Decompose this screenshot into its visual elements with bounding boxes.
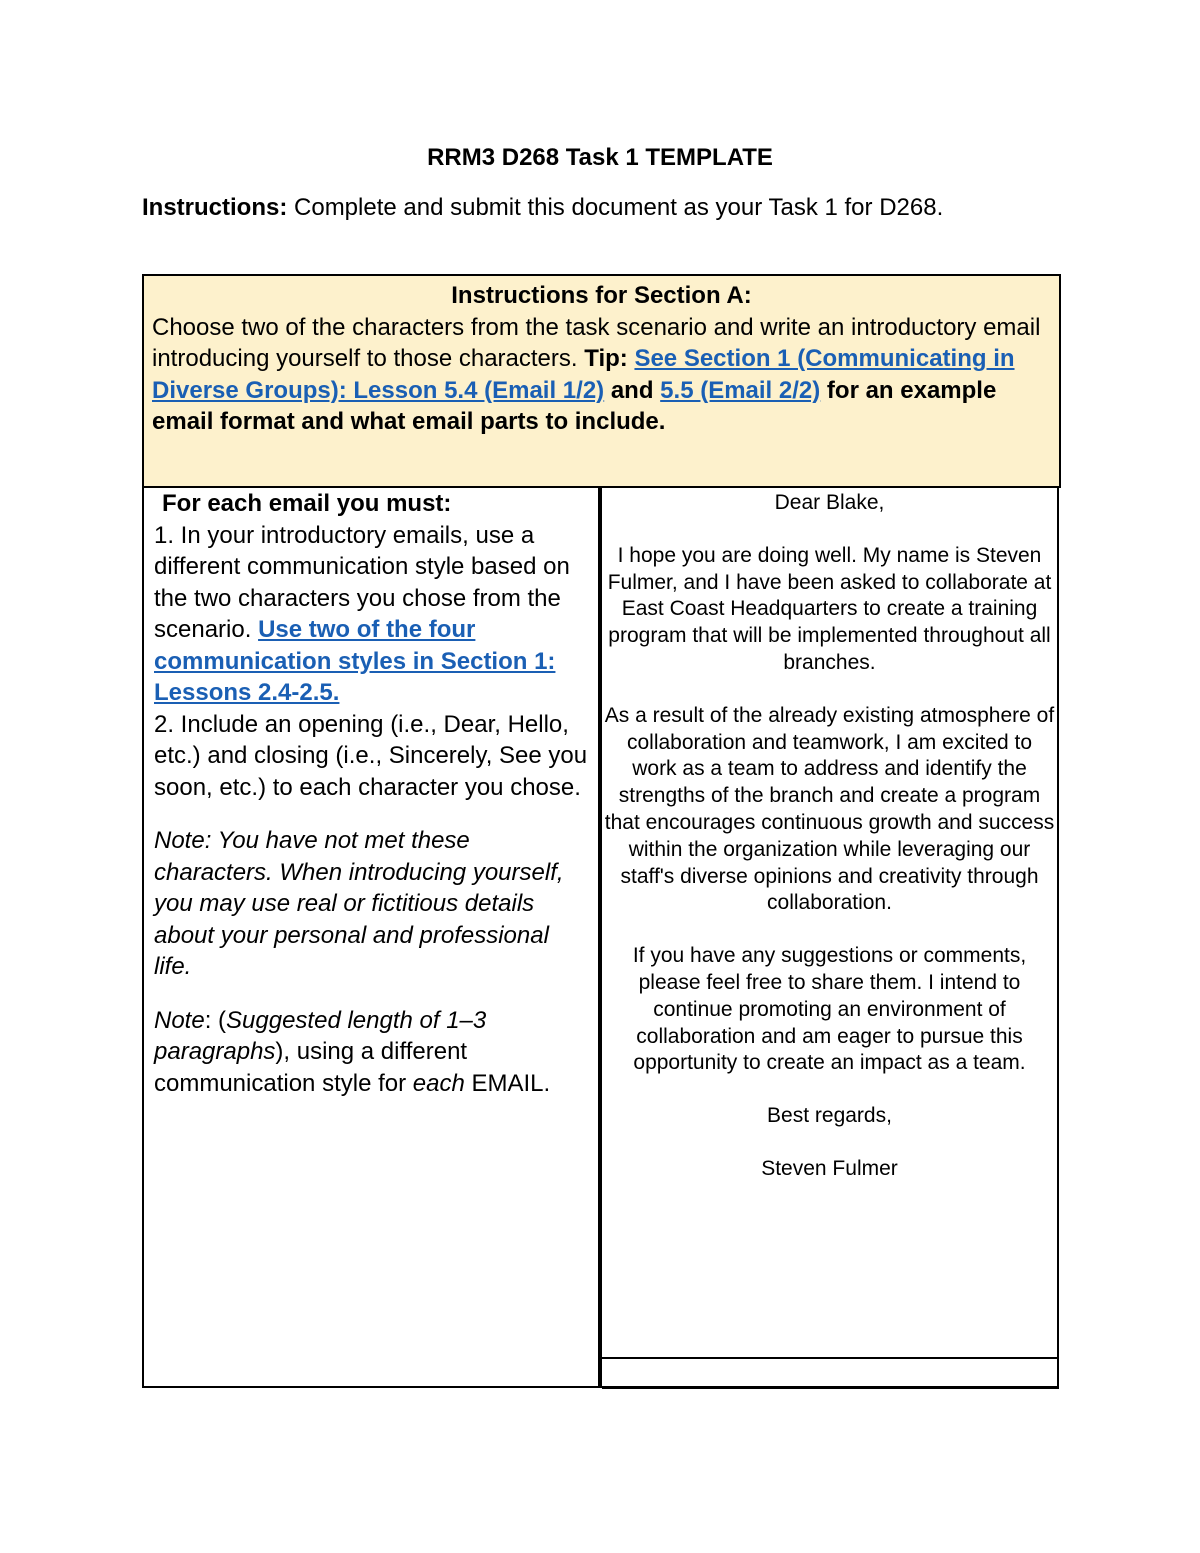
note-2-italic: Suggested length of 1–3 paragraphs bbox=[154, 1006, 487, 1065]
note-2-mid: ), using a different communication style for bbox=[154, 1038, 468, 1097]
email-body bbox=[602, 490, 1057, 1209]
instructions-text: Complete and submit this document as your Task 1 for D268. bbox=[287, 194, 944, 221]
task-table bbox=[142, 274, 1061, 1388]
requirements-heading: For each email you must: bbox=[162, 490, 452, 517]
email-greeting: Dear Blake, bbox=[774, 491, 885, 514]
instructions-label: Instructions: bbox=[142, 194, 288, 221]
email-paragraph-1: I hope you are doing well. My name is Steven Fulmer, and I have been asked to collaborate at East Coast Headquarters to create a training program that will be implemented throughout all branches. bbox=[607, 543, 1052, 674]
table-rule bbox=[602, 1357, 1059, 1359]
note-1: Note: You have not met these characters. When introducing yourself, you may use real or fictitious details about your personal and professional life. bbox=[154, 827, 564, 980]
lesson-5-4-link[interactable]: See Section 1 (Communicating in Diverse Groups): Lesson 5.4 (Email 1/2) bbox=[152, 345, 1015, 404]
requirement-item-1-text: 1. In your introductory emails, use a different communication style based on the two characters you chose from the scenario. bbox=[154, 521, 570, 643]
section-a-heading: Instructions for Section A: bbox=[451, 282, 752, 309]
email-closing: Best regards, bbox=[767, 1104, 892, 1128]
note-2-each: each bbox=[412, 1069, 465, 1097]
section-a-instructions bbox=[142, 274, 1061, 488]
table-bottom-border bbox=[602, 1386, 1059, 1389]
section-a-body: Choose two of the characters from the task scenario and write an introductory email introducing yourself to those characters. bbox=[152, 313, 1041, 372]
note-2 bbox=[154, 1005, 590, 1100]
tip-label: Tip: bbox=[584, 345, 628, 372]
note-2-end: EMAIL. bbox=[464, 1069, 551, 1097]
email-paragraph-3: If you have any suggestions or comments, please feel free to share them. I intend to continue promoting an environment of collaboration and am eager to pursue this opportunity to create an impact as a team. bbox=[632, 944, 1027, 1075]
email-cell bbox=[602, 486, 1059, 1388]
communication-styles-link[interactable]: Use two of the four communication styles in Section 1: Lessons 2.4-2.5. bbox=[154, 616, 556, 706]
email-paragraph-2: As a result of the already existing atmosphere of collaboration and teamwork, I am excited to work as a team to address and identify the strengths of the branch and create a program that encourages continuous growth and success within the organization while leveraging our staff's diverse opinions and creativity through collaboration. bbox=[604, 703, 1055, 915]
requirement-item-2: 2. Include an opening (i.e., Dear, Hello, etc.) and closing (i.e., Sincerely, See you soon, etc.) to each character you chose. bbox=[154, 710, 588, 801]
requirement-item-1 bbox=[154, 520, 590, 709]
and-text: and bbox=[604, 376, 661, 404]
email-signature: Steven Fulmer bbox=[761, 1156, 898, 1180]
instructions bbox=[142, 192, 1022, 224]
page-title: RRM3 D268 Task 1 TEMPLATE bbox=[427, 144, 773, 171]
note-2-prefix: Note bbox=[154, 1006, 205, 1034]
note-2-colon: : ( bbox=[204, 1006, 227, 1034]
section-a-tail: for an example email format and what email parts to include. bbox=[152, 376, 997, 435]
requirements-cell bbox=[142, 486, 600, 1388]
lesson-5-5-link[interactable]: 5.5 (Email 2/2) bbox=[660, 376, 821, 404]
